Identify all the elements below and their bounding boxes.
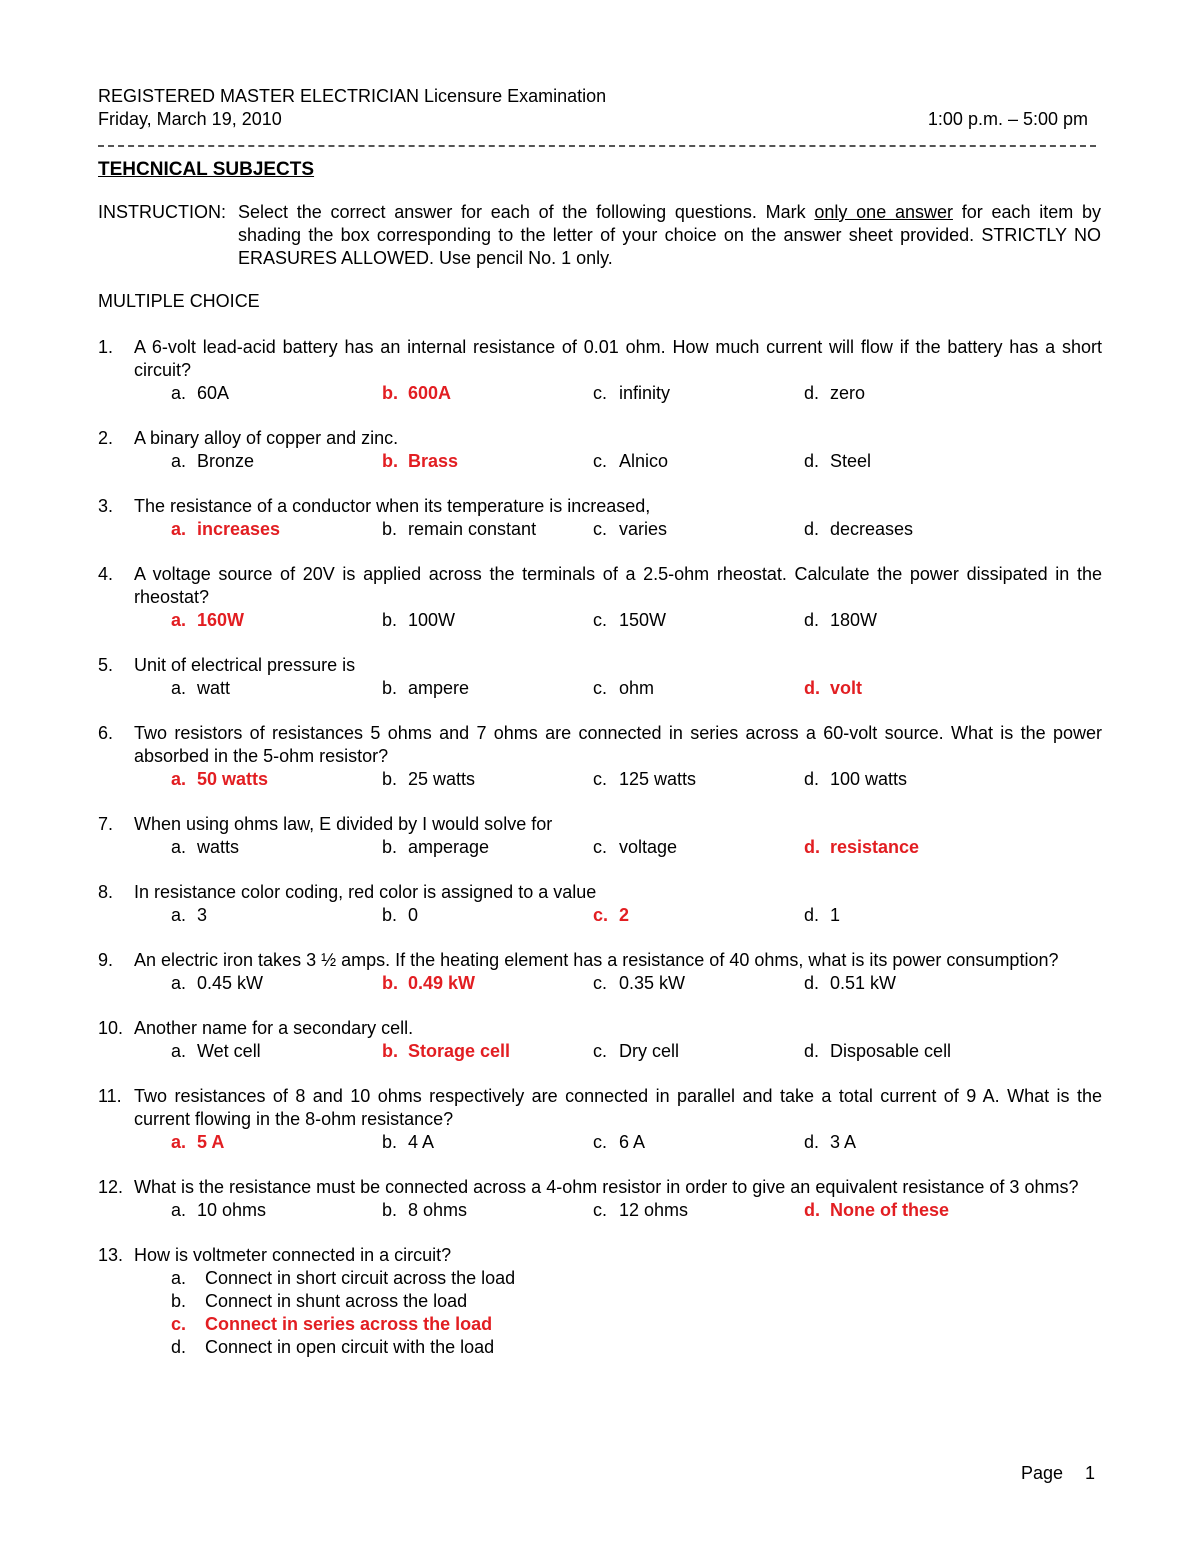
choice-letter: b.: [382, 451, 398, 471]
choice-letter: b.: [382, 519, 398, 539]
choice-text: Steel: [830, 451, 872, 471]
choice-text: Connect in shunt across the load: [205, 1291, 468, 1311]
correct-choice: [593, 904, 629, 927]
choice-text: decreases: [830, 519, 914, 539]
choice-letter: b.: [382, 1132, 398, 1152]
question-number: 4.: [98, 564, 114, 584]
choice-text: Dry cell: [619, 1041, 680, 1061]
choice-text: 100W: [408, 610, 456, 630]
choice: [171, 1267, 1102, 1290]
choice-letter: c.: [593, 519, 608, 539]
choice-letter: d.: [804, 383, 820, 403]
choice-text: 2: [619, 905, 630, 925]
choice-text: 180W: [830, 610, 878, 630]
question-text: What is the resistance must be connected across a 4-ohm resistor in order to give an equivalent resistance of 3 ohms?: [134, 1177, 1079, 1197]
choice-text: Disposable cell: [830, 1041, 952, 1061]
question-number: 9.: [98, 950, 114, 970]
choice: [804, 972, 896, 995]
choice: [804, 382, 865, 405]
question-text: Two resistors of resistances 5 ohms and 7 ohms are connected in series across a 60-volt source. What is the power absorbed in the 5-ohm resistor?: [134, 723, 1102, 766]
choice-text: ampere: [408, 678, 470, 698]
choice: [593, 836, 677, 859]
choice-letter: c.: [593, 451, 608, 471]
choice-letter: d.: [804, 610, 820, 630]
choice-text: Brass: [408, 451, 459, 471]
choice-text: 0.45 kW: [197, 973, 264, 993]
choice: [593, 1199, 688, 1222]
choice-text: volt: [830, 678, 863, 698]
choice: [593, 677, 654, 700]
choice-letter: a.: [171, 451, 187, 471]
choice-letter: a.: [171, 678, 187, 698]
choice: [382, 609, 455, 632]
dashed-divider: [98, 145, 1096, 147]
choice: [804, 450, 871, 473]
question-text: A 6-volt lead-acid battery has an internal resistance of 0.01 ohm. How much current will flow if the battery has a short circuit?: [134, 337, 1102, 380]
choice-letter: d.: [804, 1200, 820, 1220]
choice: [382, 836, 489, 859]
choice-text: 3 A: [830, 1132, 857, 1152]
choice-letter: a.: [171, 610, 187, 630]
choice-letter: c.: [593, 1132, 608, 1152]
correct-choice: [382, 450, 458, 473]
choice: [382, 1199, 467, 1222]
choice-letter: d.: [804, 837, 820, 857]
instruction-text-start: Select the correct answer for each of the following questions. Mark: [238, 202, 815, 222]
choice-text: 100 watts: [830, 769, 908, 789]
question-item: [98, 1244, 1102, 1359]
choice: [804, 1131, 856, 1154]
choice-letter: a.: [171, 905, 187, 925]
choice-list: [171, 1267, 1102, 1359]
choice-row: [98, 972, 1102, 995]
correct-choice: [171, 1131, 224, 1154]
choice-letter: d.: [804, 519, 820, 539]
choice: [171, 382, 229, 405]
question-number: 7.: [98, 814, 114, 834]
question-item: [98, 563, 1102, 632]
choice-letter: c.: [593, 905, 609, 925]
choice-text: remain constant: [408, 519, 537, 539]
question-text: An electric iron takes 3 ½ amps. If the heating element has a resistance of 40 ohms, what is its power consumption?: [134, 950, 1059, 970]
choice: [593, 768, 696, 791]
instruction-label: INSTRUCTION:: [98, 202, 226, 222]
instruction-emphasis: only one answer: [814, 202, 953, 222]
instruction-text: [238, 201, 1101, 270]
question-item: [98, 813, 1102, 859]
question-number: 12.: [98, 1177, 124, 1197]
choice-text: 60A: [197, 383, 230, 403]
question-number: 13.: [98, 1245, 124, 1265]
question-number: 3.: [98, 496, 114, 516]
choice-letter: c.: [593, 1041, 608, 1061]
question-number: 5.: [98, 655, 114, 675]
choice-letter: b.: [382, 1041, 398, 1061]
choice-letter: a.: [171, 837, 187, 857]
choice: [171, 1199, 266, 1222]
choice-letter: c.: [593, 610, 608, 630]
correct-choice: [382, 972, 475, 995]
correct-choice: [171, 518, 280, 541]
multiple-choice-heading: MULTIPLE CHOICE: [98, 291, 260, 311]
choice-letter: b.: [382, 383, 398, 403]
choice-letter: a.: [171, 1041, 187, 1061]
choice-letter: c.: [593, 769, 608, 789]
page-label: Page: [1021, 1463, 1064, 1483]
page-number: 1: [1085, 1463, 1096, 1483]
choice-text: Connect in open circuit with the load: [205, 1337, 495, 1357]
choice: [593, 450, 668, 473]
choice: [382, 1131, 434, 1154]
choice-letter: a.: [171, 973, 187, 993]
choice-text: watt: [197, 678, 231, 698]
choice-letter: c.: [593, 1200, 608, 1220]
choice-letter: b.: [382, 769, 398, 789]
choice-row: [98, 382, 1102, 405]
choice-letter: b.: [171, 1291, 187, 1311]
exam-date: Friday, March 19, 2010: [98, 109, 282, 129]
choice: [593, 382, 670, 405]
question-text: The resistance of a conductor when its temperature is increased,: [134, 496, 651, 516]
correct-choice: [382, 1040, 510, 1063]
choice-text: 0: [408, 905, 419, 925]
choice-text: Bronze: [197, 451, 255, 471]
choice: [804, 904, 840, 927]
correct-choice: [804, 836, 919, 859]
question-number: 1.: [98, 337, 114, 357]
question-text: Unit of electrical pressure is: [134, 655, 356, 675]
choice-text: amperage: [408, 837, 490, 857]
choice-text: varies: [619, 519, 668, 539]
choice: [593, 972, 685, 995]
question-item: [98, 1085, 1102, 1154]
question-number: 10.: [98, 1018, 124, 1038]
question-item: [98, 1176, 1102, 1222]
question-item: [98, 495, 1102, 541]
page-footer: [1021, 1462, 1095, 1485]
choice-row: [98, 518, 1102, 541]
choice-text: 25 watts: [408, 769, 476, 789]
choice-text: None of these: [830, 1200, 950, 1220]
choice-text: 12 ohms: [619, 1200, 689, 1220]
question-item: [98, 336, 1102, 405]
choice-letter: b.: [382, 973, 398, 993]
choice: [382, 904, 418, 927]
question-item: [98, 949, 1102, 995]
question-list: [98, 336, 1102, 1381]
choice: [171, 1336, 1102, 1359]
question-number: 8.: [98, 882, 114, 902]
choice-text: 160W: [197, 610, 245, 630]
choice: [382, 677, 469, 700]
question-number: 11.: [98, 1086, 122, 1106]
choice-letter: c.: [593, 678, 608, 698]
choice-letter: c.: [593, 973, 608, 993]
choice-text: 125 watts: [619, 769, 697, 789]
choice-letter: a.: [171, 1132, 187, 1152]
choice-letter: a.: [171, 1268, 187, 1288]
choice-text: 3: [197, 905, 208, 925]
choice-letter: c.: [593, 383, 608, 403]
exam-time: 1:00 p.m. – 5:00 pm: [927, 109, 1088, 129]
correct-choice: [171, 609, 244, 632]
exam-schedule: [98, 108, 1088, 131]
choice-letter: a.: [171, 769, 187, 789]
choice-text: 0.35 kW: [619, 973, 686, 993]
choice-text: 600A: [408, 383, 452, 403]
choice-text: 1: [830, 905, 841, 925]
choice-letter: c.: [593, 837, 608, 857]
choice: [804, 1040, 951, 1063]
choice: [171, 1040, 261, 1063]
choice-text: 4 A: [408, 1132, 435, 1152]
choice-text: 0.51 kW: [830, 973, 897, 993]
question-text: A voltage source of 20V is applied across the terminals of a 2.5-ohm rheostat. Calculate the power dissipated in the rheostat?: [134, 564, 1102, 607]
question-item: [98, 427, 1102, 473]
choice: [171, 677, 230, 700]
exam-title: REGISTERED MASTER ELECTRICIAN Licensure Examination: [98, 86, 607, 106]
choice-text: zero: [830, 383, 866, 403]
choice-letter: c.: [171, 1314, 187, 1334]
choice-text: watts: [197, 837, 240, 857]
question-number: 2.: [98, 428, 114, 448]
choice: [804, 609, 877, 632]
question-item: [98, 654, 1102, 700]
question-item: [98, 1017, 1102, 1063]
choice-text: voltage: [619, 837, 678, 857]
choice: [171, 904, 207, 927]
question-text: In resistance color coding, red color is assigned to a value: [134, 882, 597, 902]
choice-letter: d.: [804, 769, 820, 789]
choice: [593, 518, 667, 541]
question-number: 6.: [98, 723, 114, 743]
choice: [804, 768, 907, 791]
choice-row: [98, 904, 1102, 927]
choice-row: [98, 1199, 1102, 1222]
choice: [171, 450, 254, 473]
choice-letter: d.: [804, 1132, 820, 1152]
correct-choice: [171, 1313, 1102, 1336]
choice-letter: b.: [382, 837, 398, 857]
choice-text: 8 ohms: [408, 1200, 468, 1220]
choice-text: increases: [197, 519, 281, 539]
choice-row: [98, 450, 1102, 473]
choice-text: ohm: [619, 678, 655, 698]
choice-text: Alnico: [619, 451, 669, 471]
choice-letter: d.: [171, 1337, 187, 1357]
choice-row: [98, 836, 1102, 859]
correct-choice: [382, 382, 451, 405]
choice-letter: b.: [382, 678, 398, 698]
choice-letter: b.: [382, 610, 398, 630]
choice: [171, 836, 239, 859]
choice-letter: d.: [804, 905, 820, 925]
choice: [382, 768, 475, 791]
question-text: How is voltmeter connected in a circuit?: [134, 1245, 452, 1265]
choice-text: 6 A: [619, 1132, 646, 1152]
question-item: [98, 722, 1102, 791]
choice-row: [98, 609, 1102, 632]
choice-letter: b.: [382, 905, 398, 925]
question-text: Two resistances of 8 and 10 ohms respectively are connected in parallel and take a total current of 9 A. What is the current flowing in the 8-ohm resistance?: [134, 1086, 1102, 1129]
question-text: When using ohms law, E divided by I would solve for: [134, 814, 553, 834]
choice-text: resistance: [830, 837, 920, 857]
choice-row: [98, 768, 1102, 791]
choice-text: infinity: [619, 383, 671, 403]
choice-row: [98, 677, 1102, 700]
instruction-text-end: for each item by shading the box corresponding to the letter of your choice on the answer sheet provided. STRICTLY NO ERASURES ALLOWED. Use pencil No. 1 only.: [238, 202, 1101, 268]
choice-text: Wet cell: [197, 1041, 261, 1061]
choice-text: 0.49 kW: [408, 973, 476, 993]
choice-row: [98, 1040, 1102, 1063]
question-text: Another name for a secondary cell.: [134, 1018, 414, 1038]
correct-choice: [171, 768, 268, 791]
choice-letter: d.: [804, 1041, 820, 1061]
question-item: [98, 881, 1102, 927]
choice: [593, 1040, 679, 1063]
choice-letter: b.: [382, 1200, 398, 1220]
choice-letter: a.: [171, 383, 187, 403]
choice-letter: d.: [804, 451, 820, 471]
correct-choice: [804, 677, 862, 700]
choice-text: 50 watts: [197, 769, 269, 789]
choice-row: [98, 1131, 1102, 1154]
choice-text: Connect in short circuit across the load: [205, 1268, 516, 1288]
choice-text: Storage cell: [408, 1041, 511, 1061]
choice: [382, 518, 536, 541]
choice: [171, 972, 263, 995]
choice-text: Connect in series across the load: [205, 1314, 493, 1334]
choice: [804, 518, 913, 541]
choice-letter: a.: [171, 1200, 187, 1220]
choice-letter: d.: [804, 973, 820, 993]
choice-text: 5 A: [197, 1132, 225, 1152]
exam-header: [98, 85, 1088, 131]
choice-text: 10 ohms: [197, 1200, 267, 1220]
choice: [171, 1290, 1102, 1313]
correct-choice: [804, 1199, 949, 1222]
choice-letter: d.: [804, 678, 820, 698]
question-text: A binary alloy of copper and zinc.: [134, 428, 399, 448]
section-title: TEHCNICAL SUBJECTS: [98, 159, 315, 180]
choice: [593, 609, 666, 632]
choice: [593, 1131, 645, 1154]
choice-letter: a.: [171, 519, 187, 539]
choice-text: 150W: [619, 610, 667, 630]
